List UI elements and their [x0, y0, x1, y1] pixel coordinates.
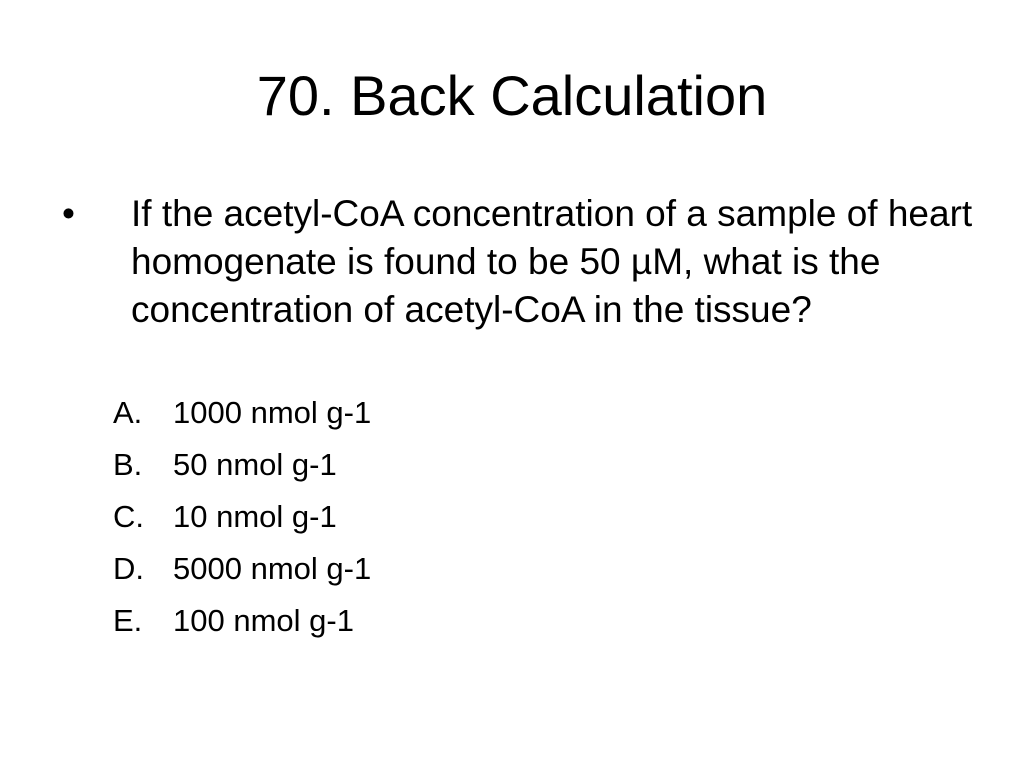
- option-letter: B.: [113, 447, 143, 482]
- option-b: [113, 445, 371, 497]
- option-letter: E.: [113, 603, 143, 638]
- option-c: [113, 497, 371, 549]
- option-text: 100 nmol g-1: [173, 603, 354, 638]
- option-letter: D.: [113, 551, 144, 586]
- answer-options: [113, 393, 371, 653]
- option-letter: A.: [113, 395, 143, 430]
- option-d: [113, 549, 371, 601]
- option-a: [113, 393, 371, 445]
- question-text: If the acetyl-CoA concentration of a sample of heart homogenate is found to be 50 µM, what is the concentration of acetyl-CoA in the tissue?: [131, 193, 973, 330]
- option-text: 5000 nmol g-1: [173, 551, 372, 586]
- option-text: 10 nmol g-1: [173, 499, 337, 534]
- option-letter: C.: [113, 499, 144, 534]
- slide-title: 70. Back Calculation: [256, 64, 768, 127]
- bullet-icon: •: [62, 193, 75, 234]
- option-e: [113, 601, 371, 653]
- option-text: 50 nmol g-1: [173, 447, 337, 482]
- option-text: 1000 nmol g-1: [173, 395, 372, 430]
